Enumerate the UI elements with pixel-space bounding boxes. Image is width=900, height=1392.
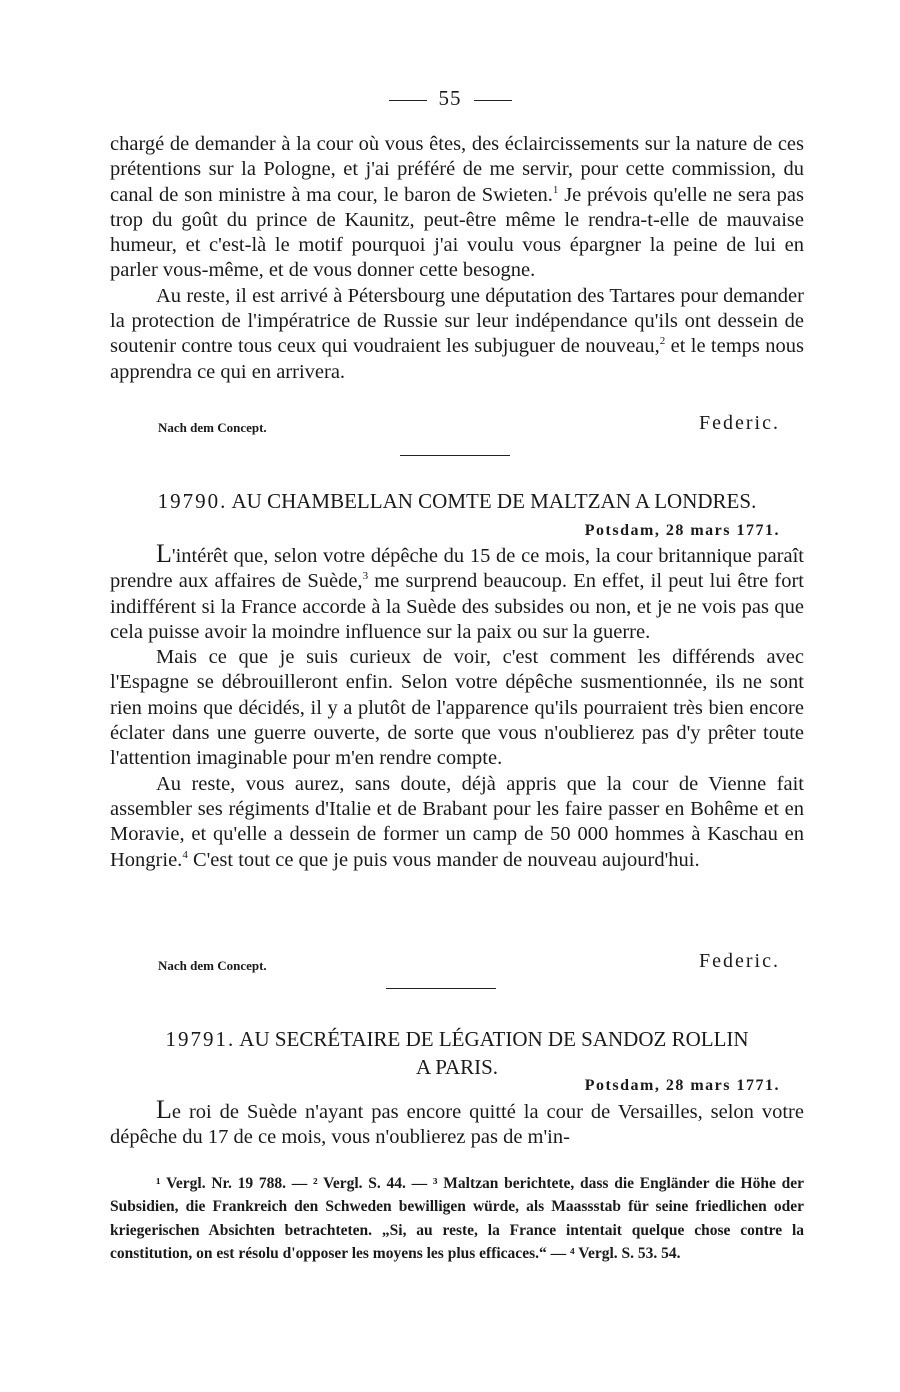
section-divider [386, 988, 496, 989]
letter-body [110, 539, 804, 873]
intro-closing [110, 412, 780, 438]
letter-heading-line-1 [110, 1025, 804, 1053]
signature: Federic. [699, 950, 780, 972]
l2-p1-text: e roi de Suède n'ayant pas encore quitté la cour de Versailles, selon votre dépêche du 17 de ce mois, vous n'oublierez pas de m'in- [110, 1101, 804, 1149]
l1-p1-text-b: me surprend beaucoup. En effet, il peut lui être fort indifférent si la France accorde à la Suède des subsides ou non, et je ne vois pas que cela puisse avoir la moindre influence sur la paix ou sur la guerre. [110, 570, 804, 643]
page-number [0, 86, 900, 111]
footnote-ref-1: 1 [552, 183, 559, 196]
initial-letter: L [156, 539, 172, 568]
letter-paragraph-3 [110, 772, 804, 873]
letter-paragraph-1 [110, 1095, 804, 1151]
letter-paragraph-1 [110, 539, 804, 645]
letter-dateline: Potsdam, 28 mars 1771. [584, 1077, 780, 1094]
intro-text [110, 132, 804, 385]
page-number-dash-left [389, 100, 427, 101]
concept-note: Nach dem Concept. [158, 420, 267, 435]
letter-dateline: Potsdam, 28 mars 1771. [584, 522, 780, 539]
l1-p2-text: Mais ce que je suis curieux de voir, c'est comment les différends avec l'Espagne se débrouilleront enfin. Selon votre dépêche susmentionnée, ils ne sont rien moins que décidés, il y a plutôt de l'apparence qu'ils pourraient très bien encore éclater dans une guerre ouverte, de sorte que vous n'oublierez pas d'y prêter toute l'attention imaginable pour m'en rendre compte. [110, 646, 804, 770]
letter-heading [110, 487, 804, 515]
intro-p1-text-a: chargé de demander à la cour où vous êtes, des éclaircissements sur la nature de ces prétentions sur la Pologne, et j'ai préféré de me servir, pour cette commission, du canal de son ministre à ma cour, le baron de Swieten. [110, 133, 804, 206]
footnote-ref-4: 4 [182, 848, 188, 861]
intro-p2-text-b: et le temps nous apprendra ce qui en arrivera. [110, 335, 804, 383]
concept-note: Nach dem Concept. [158, 958, 267, 973]
letter-title: AU SECRÉTAIRE DE LÉGATION DE SANDOZ ROLLIN [239, 1027, 749, 1051]
footnotes [110, 1172, 804, 1265]
l1-p3-text-a: Au reste, vous aurez, sans doute, déjà appris que la cour de Vienne fait assembler ses régiments d'Italie et de Brabant pour les faire passer en Bohême et en Moravie, et qu'elle a dessein de former un camp de 50 000 hommes à Kaschau en Hongrie. [110, 772, 804, 871]
letter-title-line-2: A PARIS. [415, 1055, 499, 1079]
intro-p1-text-b: Je prévois qu'elle ne sera pas trop du goût du prince de Kaunitz, peut-être même le rendra-t-elle de mauvaise humeur, et c'est-là le motif pourquoi j'ai voulu vous épargner la peine de lui en parler vous-même, et de vous donner cette besogne. [110, 183, 804, 282]
letter-number: 19791. [165, 1027, 236, 1051]
page-number-dash-right [474, 100, 512, 101]
footnote-text: ¹ Vergl. Nr. 19 788. — ² Vergl. S. 44. — ³ Maltzan berichtete, dass die Engländer die Höhe der Subsidien, die Frankreich den Schweden bewilligen würde, als Maassstab für seine friedlichen oder kriegerischen Absichten betrachteten. „Si, au reste, la France intentait quelque chose contre la constitution, on est résolu d'opposer les moyens les plus efficaces.“ — ⁴ Vergl. S. 53. 54. [110, 1175, 804, 1262]
letter-number: 19790. [157, 489, 228, 513]
initial-letter: L [156, 1095, 172, 1124]
letter-closing [110, 950, 780, 976]
footnote-ref-3: 3 [362, 570, 369, 583]
intro-paragraph-1 [110, 132, 804, 284]
l1-p3-text-b: C'est tout ce que je puis vous mander de nouveau aujourd'hui. [187, 848, 700, 871]
footnote-ref-2: 2 [659, 335, 666, 348]
page-number-text: 55 [438, 86, 462, 110]
letter-paragraph-2 [110, 645, 804, 771]
section-divider [400, 455, 510, 456]
l1-p1-text-a: 'intérêt que, selon votre dépêche du 15 de ce mois, la cour britannique paraît prendre aux affaires de Suède, [110, 545, 804, 593]
intro-p2-text-a: Au reste, il est arrivé à Pétersbourg une députation des Tartares pour demander la protection de l'impératrice de Russie sur leur indépendance qu'ils ont dessein de soutenir contre tous ceux qui voudraient les subjuguer de nouveau, [110, 284, 804, 358]
letter-title: AU CHAMBELLAN COMTE DE MALTZAN A LONDRES. [231, 489, 757, 513]
letter-body [110, 1095, 804, 1151]
intro-paragraph-2 [110, 284, 804, 385]
signature: Federic. [699, 412, 780, 434]
letter-heading [110, 1025, 804, 1081]
